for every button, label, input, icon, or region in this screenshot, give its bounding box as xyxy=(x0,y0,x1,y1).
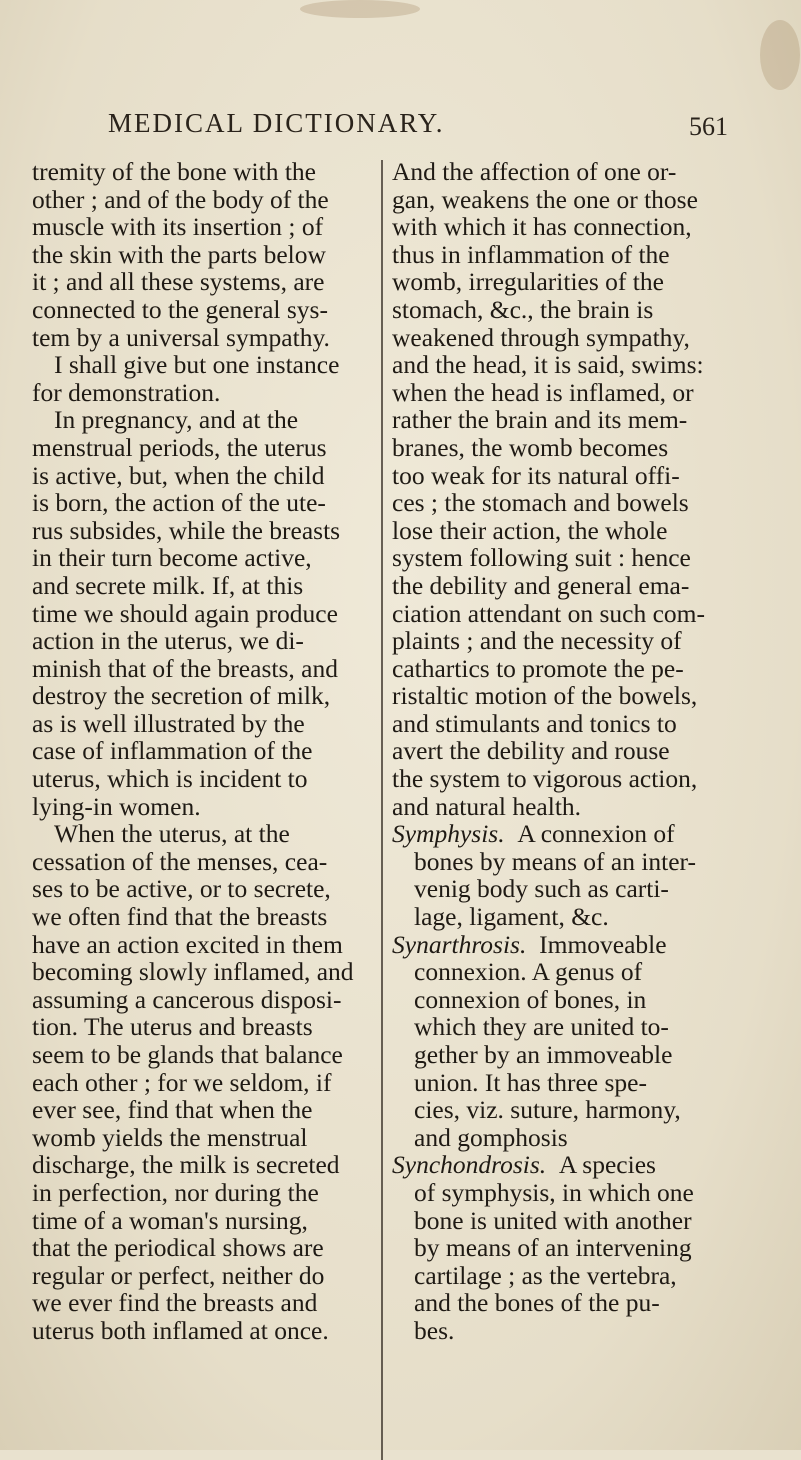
text-line: stomach, &c., the brain is xyxy=(392,294,654,324)
text-line: becoming slowly inflamed, and xyxy=(32,957,354,987)
text-line: action in the uterus, we di- xyxy=(32,626,304,656)
text-line: uterus, which is incident to xyxy=(32,764,308,794)
text-line: muscle with its insertion ; of xyxy=(32,212,324,242)
text-line: time we should again produce xyxy=(32,598,338,628)
dictionary-entry-synarthrosis xyxy=(392,931,722,959)
entry-term: Synchondrosis. xyxy=(392,1150,547,1180)
text-line: time of a woman's nursing, xyxy=(32,1205,308,1235)
text-line: and stimulants and tonics to xyxy=(392,708,677,738)
text-line: uterus both inflamed at once. xyxy=(32,1315,329,1345)
text-line: and secrete milk. If, at this xyxy=(32,570,304,600)
text-line: rather the brain and its mem- xyxy=(392,405,688,435)
text-line: we ever find the breasts and xyxy=(32,1288,318,1318)
text-line: and the head, it is said, swims: xyxy=(392,350,704,380)
text-line: is active, but, when the child xyxy=(32,460,325,490)
text-line: it ; and all these systems, are xyxy=(32,267,325,297)
left-column xyxy=(32,158,377,1345)
text-line: system following suit : hence xyxy=(392,543,691,573)
text-line: which they are united to- xyxy=(414,1012,669,1042)
text-line: discharge, the milk is secreted xyxy=(32,1150,340,1180)
text-line: in their turn become active, xyxy=(32,543,312,573)
text-line: tremity of the bone with the xyxy=(32,157,316,186)
text-line: in perfection, nor during the xyxy=(32,1177,319,1207)
text-line: too weak for its natural offi- xyxy=(392,460,680,490)
text-line: branes, the womb becomes xyxy=(392,432,669,462)
text-line: ristaltic motion of the bowels, xyxy=(392,681,698,711)
text-line: when the head is inflamed, or xyxy=(392,377,694,407)
entry-text: A connexion of xyxy=(517,819,675,849)
text-line: lose their action, the whole xyxy=(392,515,668,545)
text-line: union. It has three spe- xyxy=(414,1067,647,1097)
dictionary-entry-symphysis xyxy=(392,820,722,848)
text-line: other ; and of the body of the xyxy=(32,184,329,214)
text-line: weakened through sympathy, xyxy=(392,322,690,352)
text-line: When the uterus, at the xyxy=(54,819,290,849)
text-line: destroy the secretion of milk, xyxy=(32,681,331,711)
text-line: avert the debility and rouse xyxy=(392,736,670,766)
text-line: And the affection of one or- xyxy=(392,157,677,186)
entry-text: Immoveable xyxy=(539,929,667,959)
text-line: for demonstration. xyxy=(32,377,221,407)
paper-stain xyxy=(300,0,420,18)
text-line: In pregnancy, and at the xyxy=(54,405,299,435)
text-line: gan, weakens the one or those xyxy=(392,184,698,214)
column-divider xyxy=(381,160,383,1460)
text-line: connected to the general sys- xyxy=(32,294,328,324)
running-head: MEDICAL DICTIONARY. xyxy=(108,108,445,138)
text-line: the system to vigorous action, xyxy=(392,764,698,794)
text-line: the debility and general ema- xyxy=(392,570,690,600)
text-line: bones by means of an inter- xyxy=(414,846,697,876)
text-line: have an action excited in them xyxy=(32,929,343,959)
text-line: as is well illustrated by the xyxy=(32,708,305,738)
entry-text: A species xyxy=(558,1150,656,1180)
text-line: venig body such as carti- xyxy=(414,874,669,904)
text-line: bone is united with another xyxy=(414,1205,692,1235)
text-line: tion. The uterus and breasts xyxy=(32,1012,313,1042)
entry-term: Symphysis. xyxy=(392,819,505,849)
text-line: by means of an intervening xyxy=(414,1233,692,1263)
entry-term: Synarthrosis. xyxy=(392,929,527,959)
text-line: case of inflammation of the xyxy=(32,736,313,766)
text-line: lage, ligament, &c. xyxy=(414,902,609,932)
text-line: connexion of bones, in xyxy=(414,984,647,1014)
text-line: womb yields the menstrual xyxy=(32,1122,308,1152)
text-line: regular or perfect, neither do xyxy=(32,1260,325,1290)
text-line: ciation attendant on such com- xyxy=(392,598,705,628)
paper-stain xyxy=(760,20,800,90)
text-line: and gomphosis xyxy=(414,1122,568,1152)
text-line: assuming a cancerous disposi- xyxy=(32,984,342,1014)
text-line: cathartics to promote the pe- xyxy=(392,653,684,683)
text-line: bes. xyxy=(414,1315,455,1345)
right-column xyxy=(392,158,722,1345)
text-line: ever see, find that when the xyxy=(32,1095,313,1125)
text-line: and the bones of the pu- xyxy=(414,1288,660,1318)
text-line: thus in inflammation of the xyxy=(392,239,670,269)
text-line: seem to be glands that balance xyxy=(32,1040,343,1069)
text-line: cies, viz. suture, harmony, xyxy=(414,1095,681,1125)
dictionary-entry-synchondrosis xyxy=(392,1151,722,1179)
text-line: each other ; for we seldom, if xyxy=(32,1067,332,1097)
page-number: 561 xyxy=(689,112,728,141)
text-line: plaints ; and the necessity of xyxy=(392,626,682,656)
text-line: that the periodical shows are xyxy=(32,1233,324,1263)
text-line: of symphysis, in which one xyxy=(414,1177,694,1207)
text-line: lying-in women. xyxy=(32,791,201,821)
text-line: and natural health. xyxy=(392,791,582,821)
text-line: cartilage ; as the vertebra, xyxy=(414,1260,677,1290)
text-line: we often find that the breasts xyxy=(32,902,328,932)
text-line: gether by an immoveable xyxy=(414,1040,673,1069)
text-line: ses to be active, or to secrete, xyxy=(32,874,331,904)
text-line: I shall give but one instance xyxy=(54,350,340,380)
text-line: cessation of the menses, cea- xyxy=(32,846,328,876)
text-line: connexion. A genus of xyxy=(414,957,643,987)
text-line: with which it has connection, xyxy=(392,212,692,242)
page-header xyxy=(108,108,728,148)
text-line: is born, the action of the ute- xyxy=(32,488,326,518)
text-line: tem by a universal sympathy. xyxy=(32,322,330,352)
text-line: womb, irregularities of the xyxy=(392,267,664,297)
text-line: menstrual periods, the uterus xyxy=(32,432,327,462)
text-line: minish that of the breasts, and xyxy=(32,653,338,683)
text-line: the skin with the parts below xyxy=(32,239,326,269)
text-line: ces ; the stomach and bowels xyxy=(392,488,689,518)
text-line: rus subsides, while the breasts xyxy=(32,515,341,545)
